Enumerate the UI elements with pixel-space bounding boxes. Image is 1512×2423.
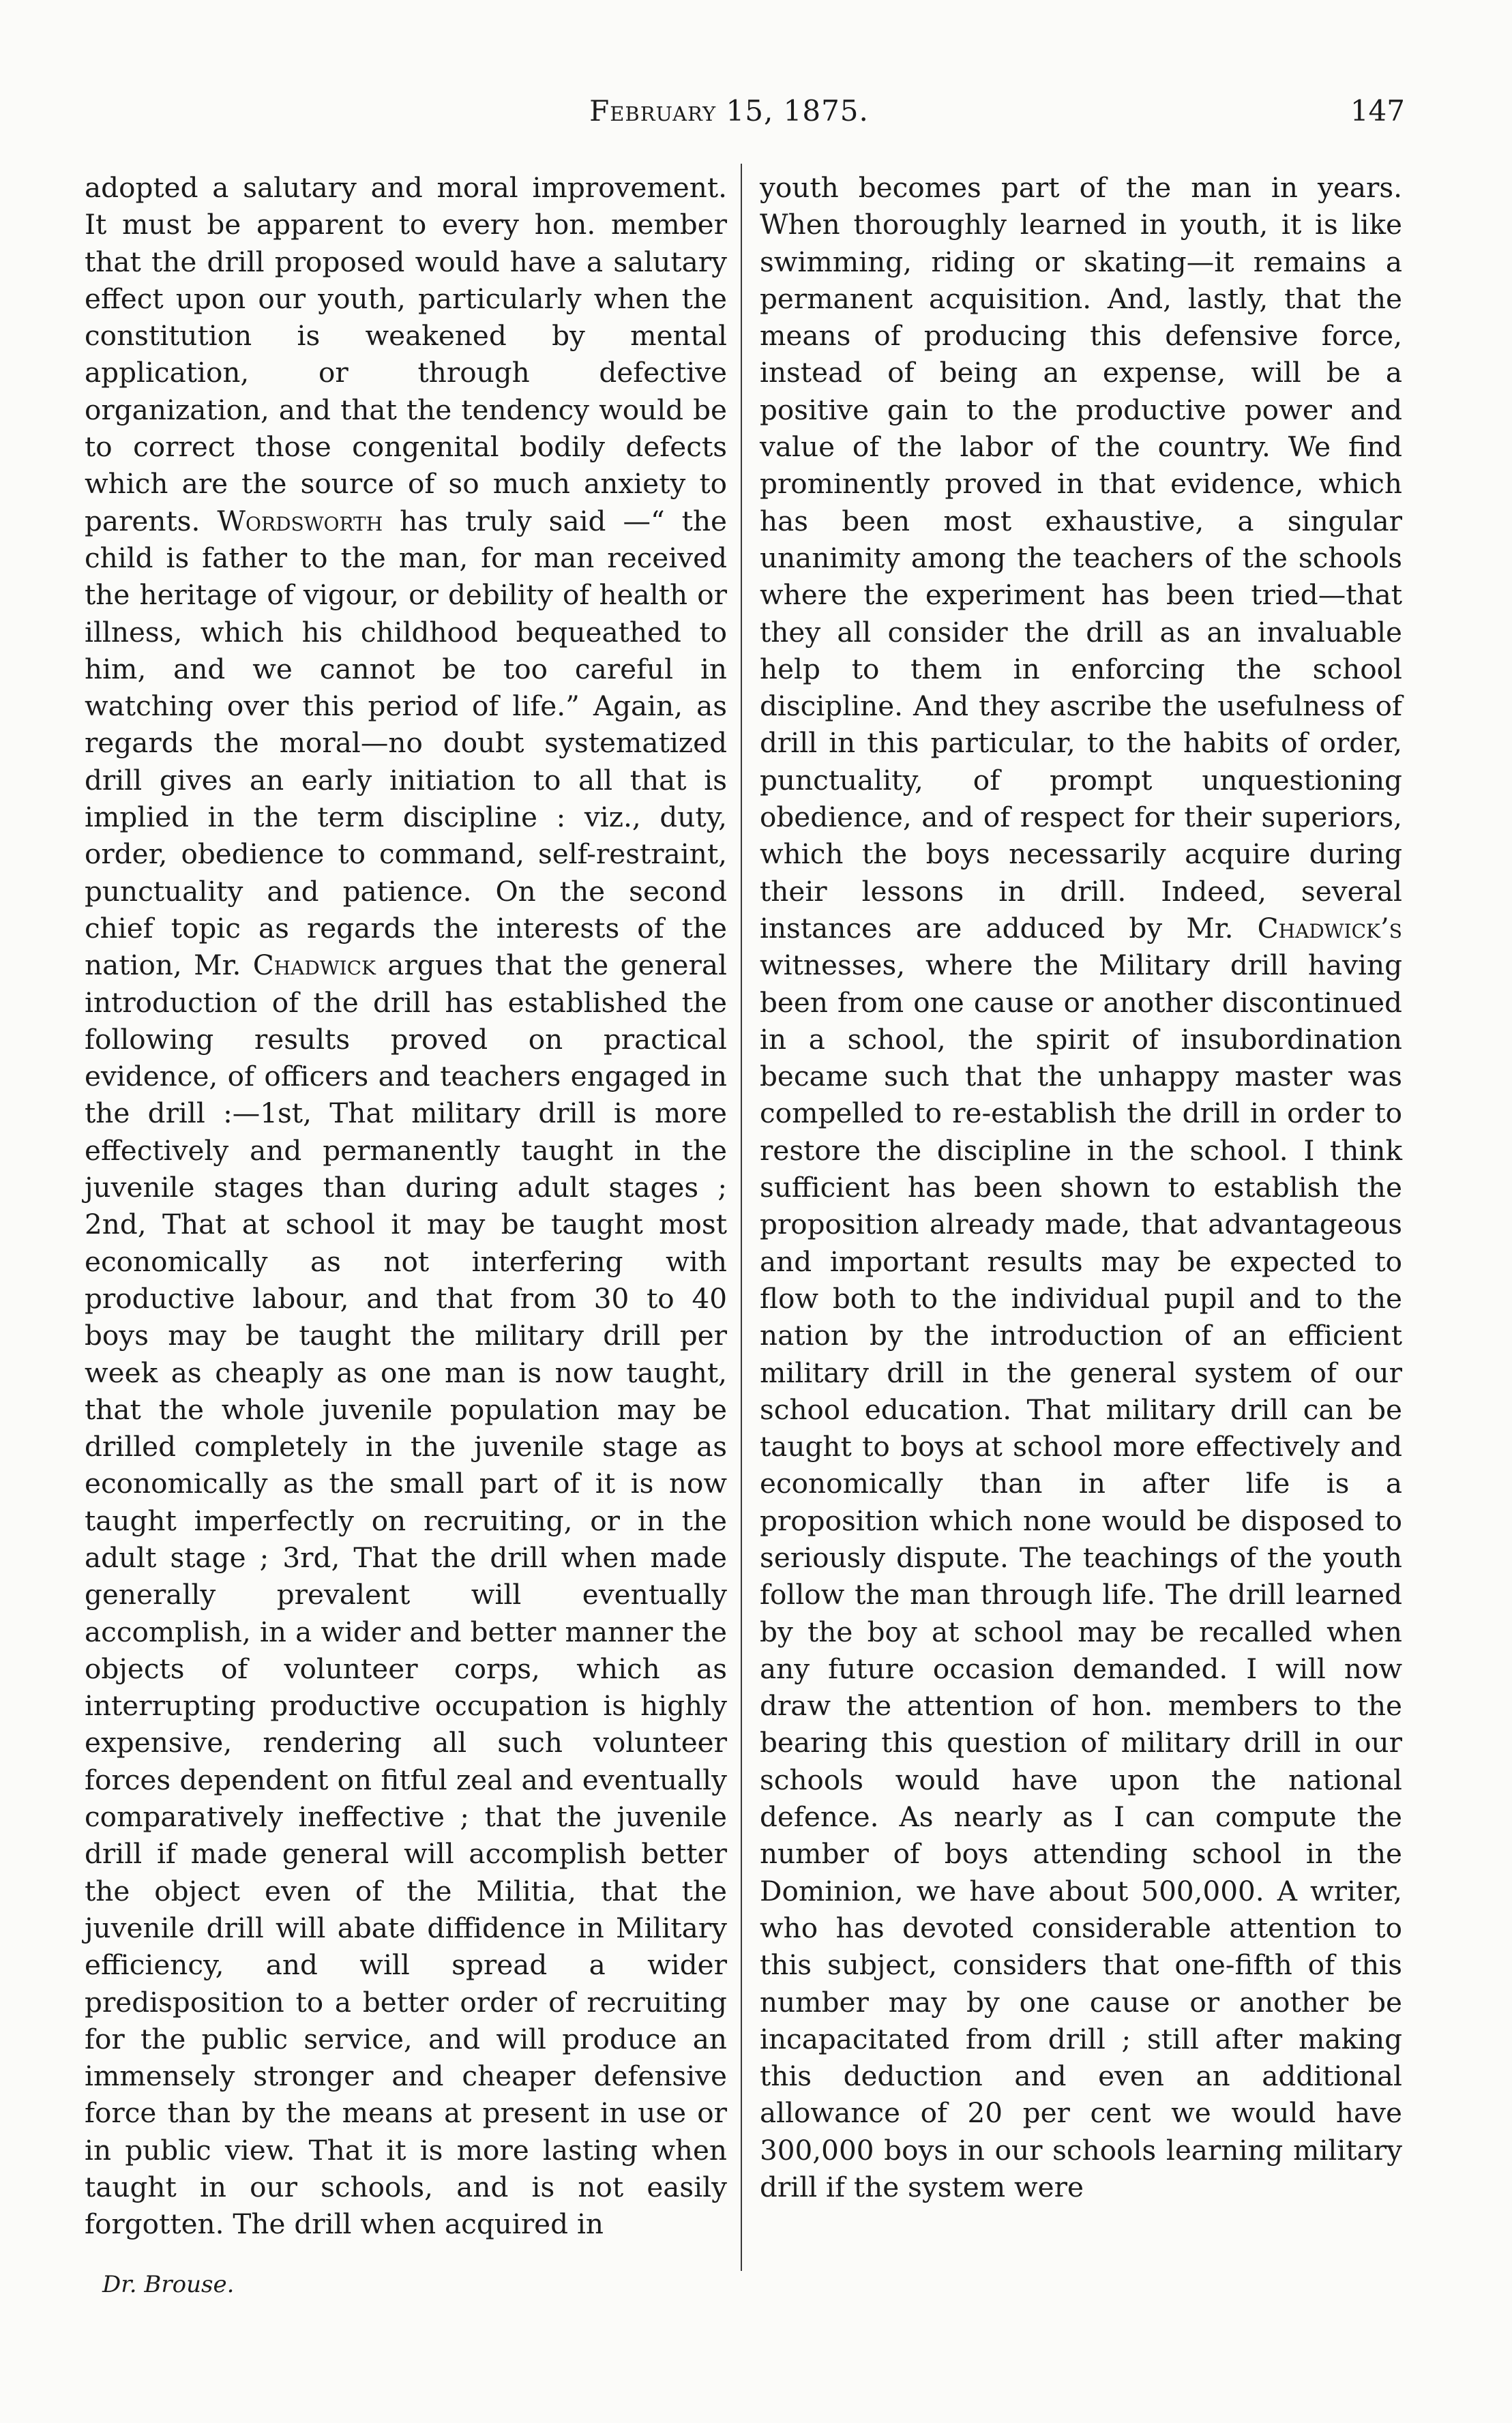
right-column-text xyxy=(760,169,1402,2205)
speaker-footer: Dr. Brouse. xyxy=(102,2271,235,2298)
left-column-text xyxy=(85,169,727,2243)
text-segment: youth becomes part of the man in years. When thoroughly learned in youth, it is like swimming, riding or skating—it remains a permanent acquisition. And, lastly, that the means of producing this defensive force, instead of being an expense, will be a positive gain to the productive power and value of the labor of the country. We find prominently proved in that evidence, which has been most exhaustive, a singular unanimity among the teachers of the schools where the experiment has been tried—that they all consider the drill as an invaluable help to them in enforcing the school discipline. And they ascribe the usefulness of drill in this particular, to the habits of order, punctuality, of prompt unquestioning obedience, and of respect for their superiors, which the boys necessarily acquire during their lessons in drill. Indeed, several instances are adduced by Mr. xyxy=(760,171,1402,945)
text-segment: has truly said —“ the child is father to the man, for man received the heritage of vigour, or debility of health or illness, which his childhood bequeathed to him, and we cannot be too careful in watching over this period of life.” Again, as regards the moral—no doubt systematized drill gives an early initiation to all that is implied in the term discipline : viz., duty, order, obedience to command, self-restraint, punctuality and patience. On the second chief topic as regards the interests of the nation, Mr. xyxy=(85,504,728,982)
name-wordsworth: Wordsworth xyxy=(217,504,383,537)
page-date xyxy=(53,94,1405,128)
name-chadwick: Chadwick xyxy=(252,949,376,982)
left-column xyxy=(85,169,727,2243)
right-column xyxy=(760,169,1402,2205)
text-segment: argues that the general introduction of the drill has established the following results proved on practical evidence, of officers and teachers engaged in the drill :—1st, That military drill is more effectively and permanently taught in the juvenile stages than during adult stages ; 2nd, That at school it may be taught most economically as not interfering with productive labour, and that from 30 to 40 boys may be taught the military drill per week as cheaply as one man is now taught, that the whole juvenile population may be drilled completely in the juvenile stage as economically as the small part of it is now taught imperfectly on recruiting, or in the adult stage ; 3rd, That the drill when made generally prevalent will eventually accomplish, in a wider and better manner the objects of volunteer corps, which as interrupting productive occupation is highly expensive, rendering all such volunteer forces dependent on fitful zeal and eventually comparatively ineffective ; that the juvenile drill if made general will accomplish better the object even of the Militia, that the juvenile drill will abate diffidence in Military efficiency, and will spread a wider predisposition to a better order of recruiting for the public service, and will produce an immensely stronger and cheaper defensive force than by the means at present in use or in public view. That it is more lasting when taught in our schools, and is not easily forgotten. The drill when acquired in xyxy=(85,949,727,2241)
page-number: 147 xyxy=(1350,94,1405,128)
column-divider xyxy=(741,164,742,2271)
text-segment: adopted a salutary and moral improvement. It must be apparent to every hon. member that the drill proposed would have a salutary effect upon our youth, particularly when the constitution is weakened by mental application, or through defective organization, and that the tendency would be to correct those congenital bodily defects which are the source of so much anxiety to parents. xyxy=(85,171,727,537)
text-segment: witnesses, where the Military drill having been from one cause or another discontinued in a school, the spirit of insubordination became such that the unhappy master was compelled to re-establish the drill in order to restore the discipline in the school. I think sufficient has been shown to establish the proposition already made, that advantageous and important results may be expected to flow both to the individual pupil and to the nation by the introduction of an efficient military drill in the general system of our school education. That military drill can be taught to boys at school more effectively and economically than in after life is a proposition which none would be disposed to seriously dispute. The teachings of the youth follow the man through life. The drill learned by the boy at school may be recalled when any future occasion demanded. I will now draw the attention of hon. members to the bearing this question of military drill in our schools would have upon the national defence. As nearly as I can compute the number of boys attending school in the Dominion, we have about 500,000. A writer, who has devoted considerable attention to this subject, considers that one-fifth of this number may by one cause or another be incapacitated from drill ; still after making this deduction and even an additional allowance of 20 per cent we would have 300,000 boys in our schools learning military drill if the system were xyxy=(760,949,1402,2204)
date-day-year: 15, 1875. xyxy=(726,94,869,128)
page-header xyxy=(53,94,1405,135)
date-month: February xyxy=(589,94,717,128)
name-chadwicks: Chadwick’s xyxy=(1257,911,1402,945)
